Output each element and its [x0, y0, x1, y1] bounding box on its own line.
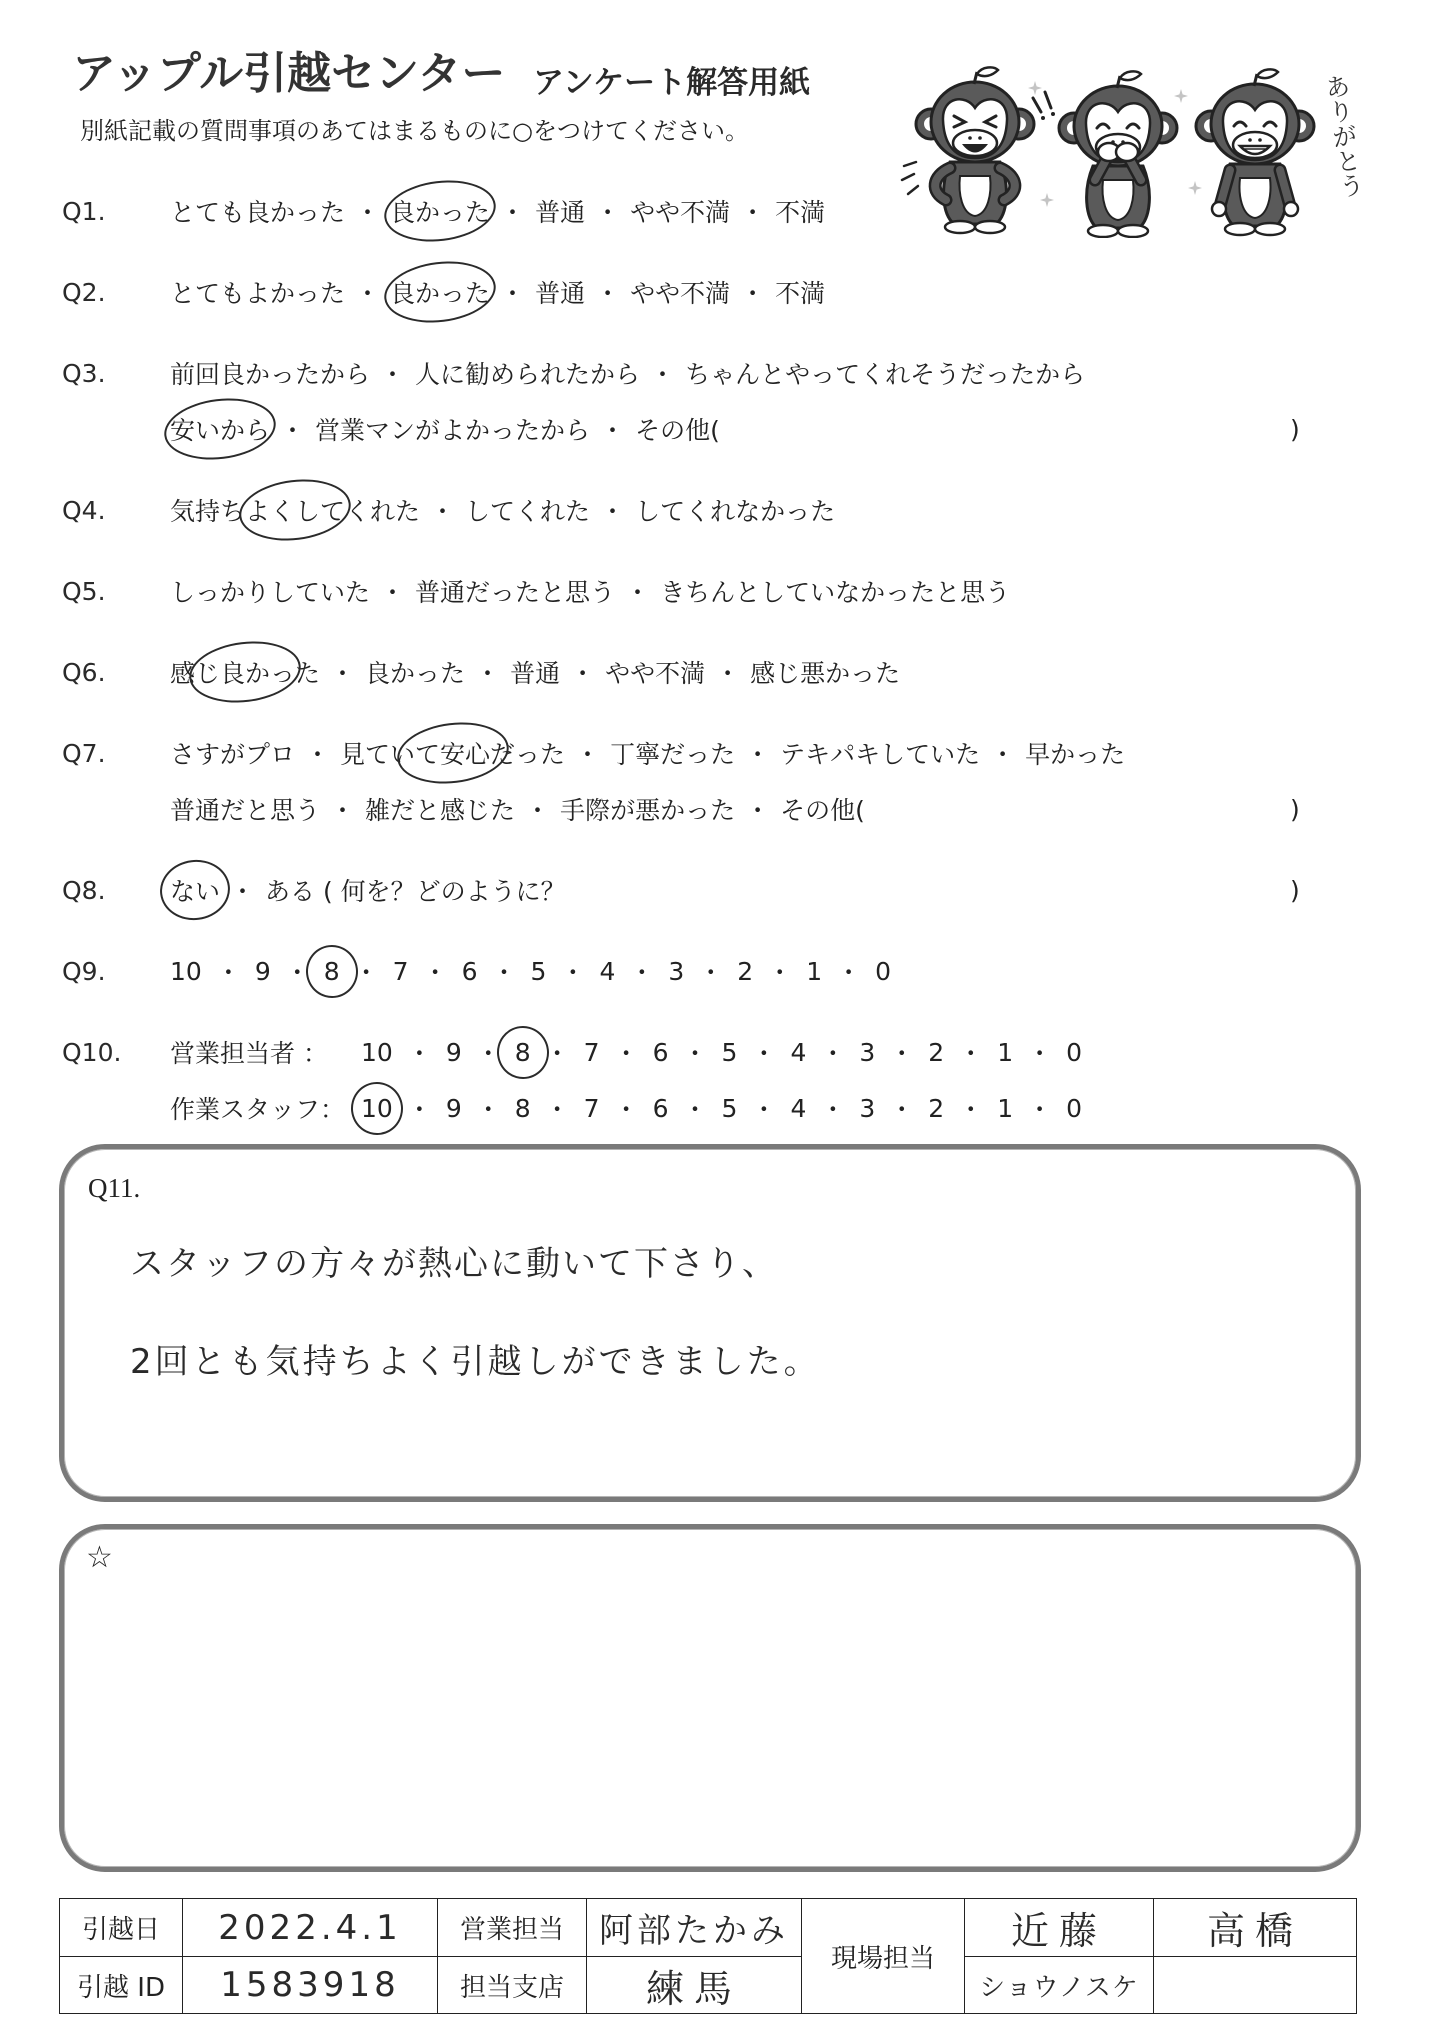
question-q9-line: [0, 943, 1433, 999]
separator-dot: ・: [280, 416, 306, 445]
separator-dot: ・: [650, 360, 676, 389]
question-number: Q4.: [62, 495, 106, 525]
answer-option[interactable]: [775, 193, 825, 229]
answer-option-text: 9: [445, 1093, 462, 1123]
closing-parenthesis: ): [1290, 794, 1300, 824]
separator-dot: ・: [406, 1039, 432, 1068]
sales-rep-field[interactable]: [587, 1899, 802, 1957]
answer-option[interactable]: [584, 1038, 600, 1067]
answer-option-text: その他(: [780, 796, 865, 825]
instruction-text: 別紙記載の質問事項のあてはまるものに○をつけてください。: [80, 117, 749, 145]
answer-option[interactable]: [859, 1094, 875, 1123]
question-q1: [0, 183, 1433, 239]
move-id-field[interactable]: [183, 1957, 438, 2014]
answer-option-text: 8: [323, 956, 340, 986]
branch-label-cell: [438, 1957, 587, 2014]
answer-option-text: 2: [737, 956, 754, 986]
question-q2-line: [0, 264, 1433, 320]
closing-parenthesis: ): [1290, 414, 1300, 444]
separator-dot: ・: [600, 416, 626, 445]
form-name: アンケート解答用紙: [533, 65, 811, 101]
answer-option[interactable]: [393, 957, 409, 986]
answer-option-text: 雑だと感じた: [365, 796, 516, 825]
question-q6: [0, 644, 1433, 700]
answer-option-text: 1: [806, 956, 823, 986]
question-q3-line: [0, 401, 1433, 457]
separator-dot: ・: [595, 198, 621, 227]
answer-option-text: 8: [514, 1037, 531, 1067]
answer-option[interactable]: [170, 355, 370, 391]
branch-label: 担当支店: [459, 1972, 564, 2003]
separator-dot: ・: [958, 1095, 984, 1124]
answer-option-text: 安いから: [170, 416, 271, 445]
answer-option[interactable]: [535, 274, 585, 310]
rating-target-label: 営業担当者 ：: [170, 1039, 328, 1068]
thanks-vertical-text: ありがとう: [1320, 71, 1367, 200]
question-number: Q1.: [62, 196, 106, 226]
answer-option-selected[interactable]: [170, 411, 270, 447]
separator-dot: ・: [613, 1039, 639, 1068]
answer-option[interactable]: [170, 193, 345, 229]
answer-option[interactable]: [531, 957, 547, 986]
question-number: Q6.: [62, 657, 106, 687]
separator-dot: ・: [475, 1039, 501, 1068]
answer-option-text: 10: [361, 1093, 393, 1123]
answer-option[interactable]: [685, 355, 1085, 391]
answer-option[interactable]: [780, 791, 865, 827]
separator-dot: ・: [698, 958, 724, 987]
question-q5: [0, 563, 1433, 619]
answer-option[interactable]: [806, 957, 822, 986]
answer-option[interactable]: [775, 274, 825, 310]
move-id-value: 1583918: [220, 1965, 400, 2005]
answer-option[interactable]: [361, 1038, 393, 1067]
answer-option[interactable]: [722, 1094, 738, 1123]
answer-option-text: 3: [668, 956, 685, 986]
answer-option-text: テキパキしていた: [780, 740, 981, 769]
answer-option[interactable]: [170, 735, 295, 771]
separator-dot: ・: [751, 1095, 777, 1124]
answer-option[interactable]: [170, 573, 370, 609]
answer-option-text: してくれなかった: [635, 497, 836, 526]
answer-option[interactable]: [859, 1038, 875, 1067]
answer-option-selected[interactable]: [170, 872, 220, 908]
answer-option[interactable]: [790, 1094, 806, 1123]
answer-option-text: 普通: [510, 659, 561, 688]
question-number: Q8.: [62, 875, 106, 905]
answer-option-text: しっかりしていた: [170, 578, 371, 607]
answer-option[interactable]: [997, 1038, 1013, 1067]
rating-target-label: 作業スタッフ：: [170, 1095, 346, 1124]
answer-option[interactable]: [737, 957, 753, 986]
answer-option-text: ない: [170, 877, 221, 906]
separator-dot: ・: [889, 1039, 915, 1068]
site-staff-field-empty[interactable]: [1154, 1957, 1357, 2014]
answer-option-text: 8: [514, 1093, 531, 1123]
notes-box[interactable]: [59, 1524, 1361, 1872]
separator-dot: ・: [491, 958, 517, 987]
answer-option-text: 不満: [775, 279, 826, 308]
separator-dot: ・: [284, 958, 310, 987]
answer-option-text: 感じ悪かった: [750, 659, 901, 688]
answer-option[interactable]: [170, 957, 202, 986]
answer-option[interactable]: [660, 573, 1010, 609]
answer-option-text: 0: [1066, 1093, 1083, 1123]
answer-option[interactable]: [790, 1038, 806, 1067]
separator-dot: ・: [406, 1095, 432, 1124]
star-outline-icon: ☆: [86, 1540, 113, 1575]
answer-option-text: 良かった: [390, 198, 491, 227]
question-q1-line: [0, 183, 1433, 239]
separator-dot: ・: [751, 1039, 777, 1068]
separator-dot: ・: [629, 958, 655, 987]
answer-option[interactable]: [722, 1038, 738, 1067]
answer-option[interactable]: [170, 274, 345, 310]
separator-dot: ・: [330, 659, 356, 688]
answer-option-text: 良かった: [390, 279, 491, 308]
answer-option-text: 10: [361, 1037, 393, 1067]
answer-option[interactable]: [510, 654, 560, 690]
question-number: Q2.: [62, 277, 106, 307]
separator-dot: ・: [740, 198, 766, 227]
answer-option-text: 7: [583, 1093, 600, 1123]
answer-option-selected[interactable]: [340, 735, 565, 771]
answer-option[interactable]: [415, 573, 615, 609]
answer-option-text: 6: [652, 1093, 669, 1123]
answer-option[interactable]: [630, 274, 730, 310]
answer-option-text: 4: [790, 1093, 807, 1123]
answer-option[interactable]: [446, 1038, 462, 1067]
site-staff-label-cell: [802, 1899, 965, 2014]
separator-dot: ・: [958, 1039, 984, 1068]
separator-dot: ・: [353, 958, 379, 987]
question-q8-line: [0, 862, 1433, 918]
answer-option[interactable]: [535, 193, 585, 229]
question-list: [0, 183, 1433, 1161]
separator-dot: ・: [767, 958, 793, 987]
site-staff-field[interactable]: [1154, 1899, 1357, 1957]
answer-option[interactable]: [446, 1094, 462, 1123]
answer-option-text: 普通: [535, 279, 586, 308]
handwritten-answer-line: 2回とも気持ちよく引越しができました。: [130, 1342, 821, 1382]
question-number: Q5.: [62, 576, 106, 606]
answer-option-text: 1: [997, 1093, 1014, 1123]
separator-dot: ・: [230, 877, 256, 906]
separator-dot: ・: [745, 796, 771, 825]
answer-option[interactable]: [780, 735, 980, 771]
answer-option-text: 10: [170, 956, 202, 986]
answer-option[interactable]: [465, 492, 590, 528]
separator-dot: ・: [570, 659, 596, 688]
handwritten-answer-line: スタッフの方々が熱心に動いて下さり、: [130, 1244, 778, 1284]
answer-option-text: 良かった: [365, 659, 466, 688]
closing-parenthesis: ): [1290, 875, 1300, 905]
separator-dot: ・: [613, 1095, 639, 1124]
answer-option-text: 6: [652, 1037, 669, 1067]
separator-dot: ・: [740, 279, 766, 308]
question-q10: [0, 1024, 1433, 1136]
answer-option[interactable]: [365, 791, 515, 827]
answer-option[interactable]: [605, 654, 705, 690]
answer-option-selected[interactable]: [390, 274, 490, 310]
question-q10-line: [0, 1080, 1433, 1136]
answer-option[interactable]: [462, 957, 478, 986]
sales-rep-value: 阿部たかみ: [599, 1911, 789, 1951]
move-id-label: 引越 ID: [77, 1972, 165, 2003]
question-q10-line: [0, 1024, 1433, 1080]
answer-option-text: 普通だと思う: [170, 796, 321, 825]
site-staff-field[interactable]: [965, 1899, 1154, 1957]
separator-dot: ・: [215, 958, 241, 987]
answer-option[interactable]: [1025, 735, 1125, 771]
answer-option[interactable]: [515, 1094, 531, 1123]
separator-dot: ・: [682, 1095, 708, 1124]
move-id-label-cell: [60, 1957, 183, 2014]
answer-option-text: 4: [599, 956, 616, 986]
separator-dot: ・: [575, 740, 601, 769]
answer-option[interactable]: [265, 872, 566, 908]
question-q7-line: [0, 781, 1433, 837]
separator-dot: ・: [544, 1039, 570, 1068]
sales-rep-label-cell: [438, 1899, 587, 1957]
site-staff-value: 高橋: [1206, 1909, 1303, 1953]
question-q6-line: [0, 644, 1433, 700]
answer-option-selected[interactable]: [390, 193, 490, 229]
site-staff-value: ショウノスケ: [979, 1972, 1139, 2003]
answer-option-text: ある ( 何を？どのように？: [265, 877, 566, 906]
answer-option[interactable]: [610, 735, 735, 771]
answer-option-text: 7: [583, 1037, 600, 1067]
question-q3-line: [0, 345, 1433, 401]
question-q7: [0, 725, 1433, 837]
company-title: アップル引越センター: [72, 48, 506, 99]
question-q7-line: [0, 725, 1433, 781]
move-date-value: 2022.4.1: [218, 1907, 402, 1948]
answer-option-text: 2: [928, 1093, 945, 1123]
answer-option-text: 2: [928, 1037, 945, 1067]
separator-dot: ・: [1027, 1095, 1053, 1124]
answer-option-text: 気持ちよくしてくれた: [170, 497, 421, 526]
answer-option-text: 0: [1066, 1037, 1083, 1067]
answer-option[interactable]: [635, 411, 720, 447]
question-number: Q3.: [62, 358, 106, 388]
answer-option-selected[interactable]: [361, 1094, 393, 1123]
question-q4-line: [0, 482, 1433, 538]
answer-option[interactable]: [170, 791, 320, 827]
answer-option-text: 普通だったと思う: [415, 578, 616, 607]
answer-option-text: 0: [875, 956, 892, 986]
site-staff-label: 現場担当: [830, 1943, 935, 1974]
answer-option-text: とても良かった: [170, 198, 346, 227]
move-date-field[interactable]: [183, 1899, 438, 1957]
answer-option[interactable]: [653, 1094, 669, 1123]
q11-answer-box[interactable]: [59, 1144, 1361, 1502]
answer-option-text: 3: [859, 1093, 876, 1123]
answer-option[interactable]: [315, 411, 590, 447]
separator-dot: ・: [990, 740, 1016, 769]
answer-option[interactable]: [928, 1094, 944, 1123]
separator-dot: ・: [430, 497, 456, 526]
separator-dot: ・: [380, 578, 406, 607]
separator-dot: ・: [836, 958, 862, 987]
separator-dot: ・: [500, 198, 526, 227]
branch-field[interactable]: [587, 1957, 802, 2014]
answer-option-text: きちんとしていなかったと思う: [660, 578, 1011, 607]
answer-option-text: 9: [254, 956, 271, 986]
question-number: Q7.: [62, 738, 106, 768]
answer-option[interactable]: [599, 957, 615, 986]
answer-option[interactable]: [1066, 1038, 1082, 1067]
branch-value: 練馬: [645, 1966, 742, 2011]
answer-option-selected[interactable]: [170, 654, 320, 690]
answer-option-text: してくれた: [465, 497, 591, 526]
answer-option-text: 見ていて安心だった: [340, 740, 566, 769]
separator-dot: ・: [475, 1095, 501, 1124]
answer-option-text: 営業マンがよかったから: [315, 416, 591, 445]
answer-option-text: その他(: [635, 416, 720, 445]
answer-option-selected[interactable]: [515, 1038, 531, 1067]
answer-option-text: やや不満: [605, 659, 706, 688]
answer-option-text: 6: [461, 956, 478, 986]
move-info-table: [59, 1898, 1357, 2014]
answer-option-text: 前回良かったから: [170, 360, 371, 389]
answer-option-text: 感じ良かった: [170, 659, 321, 688]
answer-option-text: 4: [790, 1037, 807, 1067]
answer-option-text: 丁寧だった: [610, 740, 736, 769]
answer-option-text: とてもよかった: [170, 279, 346, 308]
separator-dot: ・: [355, 198, 381, 227]
answer-option[interactable]: [750, 654, 900, 690]
answer-option-text: さすがプロ: [170, 740, 296, 769]
move-date-label-cell: [60, 1899, 183, 1957]
move-date-label: 引越日: [81, 1915, 160, 1945]
separator-dot: ・: [500, 279, 526, 308]
separator-dot: ・: [422, 958, 448, 987]
answer-option-text: やや不満: [630, 279, 731, 308]
separator-dot: ・: [682, 1039, 708, 1068]
sales-rep-label: 営業担当: [459, 1915, 564, 1945]
answer-option[interactable]: [415, 355, 640, 391]
question-q3: [0, 345, 1433, 457]
separator-dot: ・: [525, 796, 551, 825]
question-number: Q9.: [62, 956, 106, 986]
separator-dot: ・: [380, 360, 406, 389]
answer-option-text: 普通: [535, 198, 586, 227]
question-q8: [0, 862, 1433, 918]
answer-option-selected[interactable]: [170, 492, 420, 528]
separator-dot: ・: [595, 279, 621, 308]
separator-dot: ・: [1027, 1039, 1053, 1068]
answer-option[interactable]: [1066, 1094, 1082, 1123]
answer-option[interactable]: [255, 957, 271, 986]
question-q2: [0, 264, 1433, 320]
separator-dot: ・: [820, 1039, 846, 1068]
site-staff-value: 近藤: [1010, 1909, 1107, 1953]
question-q9: [0, 943, 1433, 999]
separator-dot: ・: [355, 279, 381, 308]
separator-dot: ・: [560, 958, 586, 987]
separator-dot: ・: [475, 659, 501, 688]
answer-option-text: 3: [859, 1037, 876, 1067]
answer-option-text: 5: [721, 1093, 738, 1123]
separator-dot: ・: [625, 578, 651, 607]
answer-option-text: 不満: [775, 198, 826, 227]
q11-label: Q11.: [88, 1173, 141, 1203]
answer-option-text: 7: [392, 956, 409, 986]
answer-option-selected[interactable]: [324, 957, 340, 986]
answer-option-text: 早かった: [1025, 740, 1126, 769]
answer-option[interactable]: [630, 193, 730, 229]
separator-dot: ・: [330, 796, 356, 825]
answer-option-text: ちゃんとやってくれそうだったから: [685, 360, 1086, 389]
answer-option[interactable]: [584, 1094, 600, 1123]
answer-option-text: 9: [445, 1037, 462, 1067]
answer-option-text: 5: [721, 1037, 738, 1067]
answer-option[interactable]: [668, 957, 684, 986]
answer-option-text: 1: [997, 1037, 1014, 1067]
answer-option[interactable]: [997, 1094, 1013, 1123]
site-staff-field[interactable]: [965, 1957, 1154, 2014]
answer-option[interactable]: [365, 654, 465, 690]
question-q5-line: [0, 563, 1433, 619]
answer-option[interactable]: [875, 957, 891, 986]
answer-option-text: 人に勧められたから: [415, 360, 641, 389]
separator-dot: ・: [544, 1095, 570, 1124]
answer-option[interactable]: [635, 492, 835, 528]
separator-dot: ・: [600, 497, 626, 526]
answer-option[interactable]: [653, 1038, 669, 1067]
separator-dot: ・: [715, 659, 741, 688]
separator-dot: ・: [745, 740, 771, 769]
answer-option[interactable]: [560, 791, 735, 827]
answer-option-text: 5: [530, 956, 547, 986]
question-q4: [0, 482, 1433, 538]
question-number: Q10.: [62, 1037, 122, 1067]
answer-option-text: 手際が悪かった: [560, 796, 736, 825]
separator-dot: ・: [820, 1095, 846, 1124]
separator-dot: ・: [889, 1095, 915, 1124]
answer-option-text: やや不満: [630, 198, 731, 227]
answer-option[interactable]: [928, 1038, 944, 1067]
separator-dot: ・: [305, 740, 331, 769]
